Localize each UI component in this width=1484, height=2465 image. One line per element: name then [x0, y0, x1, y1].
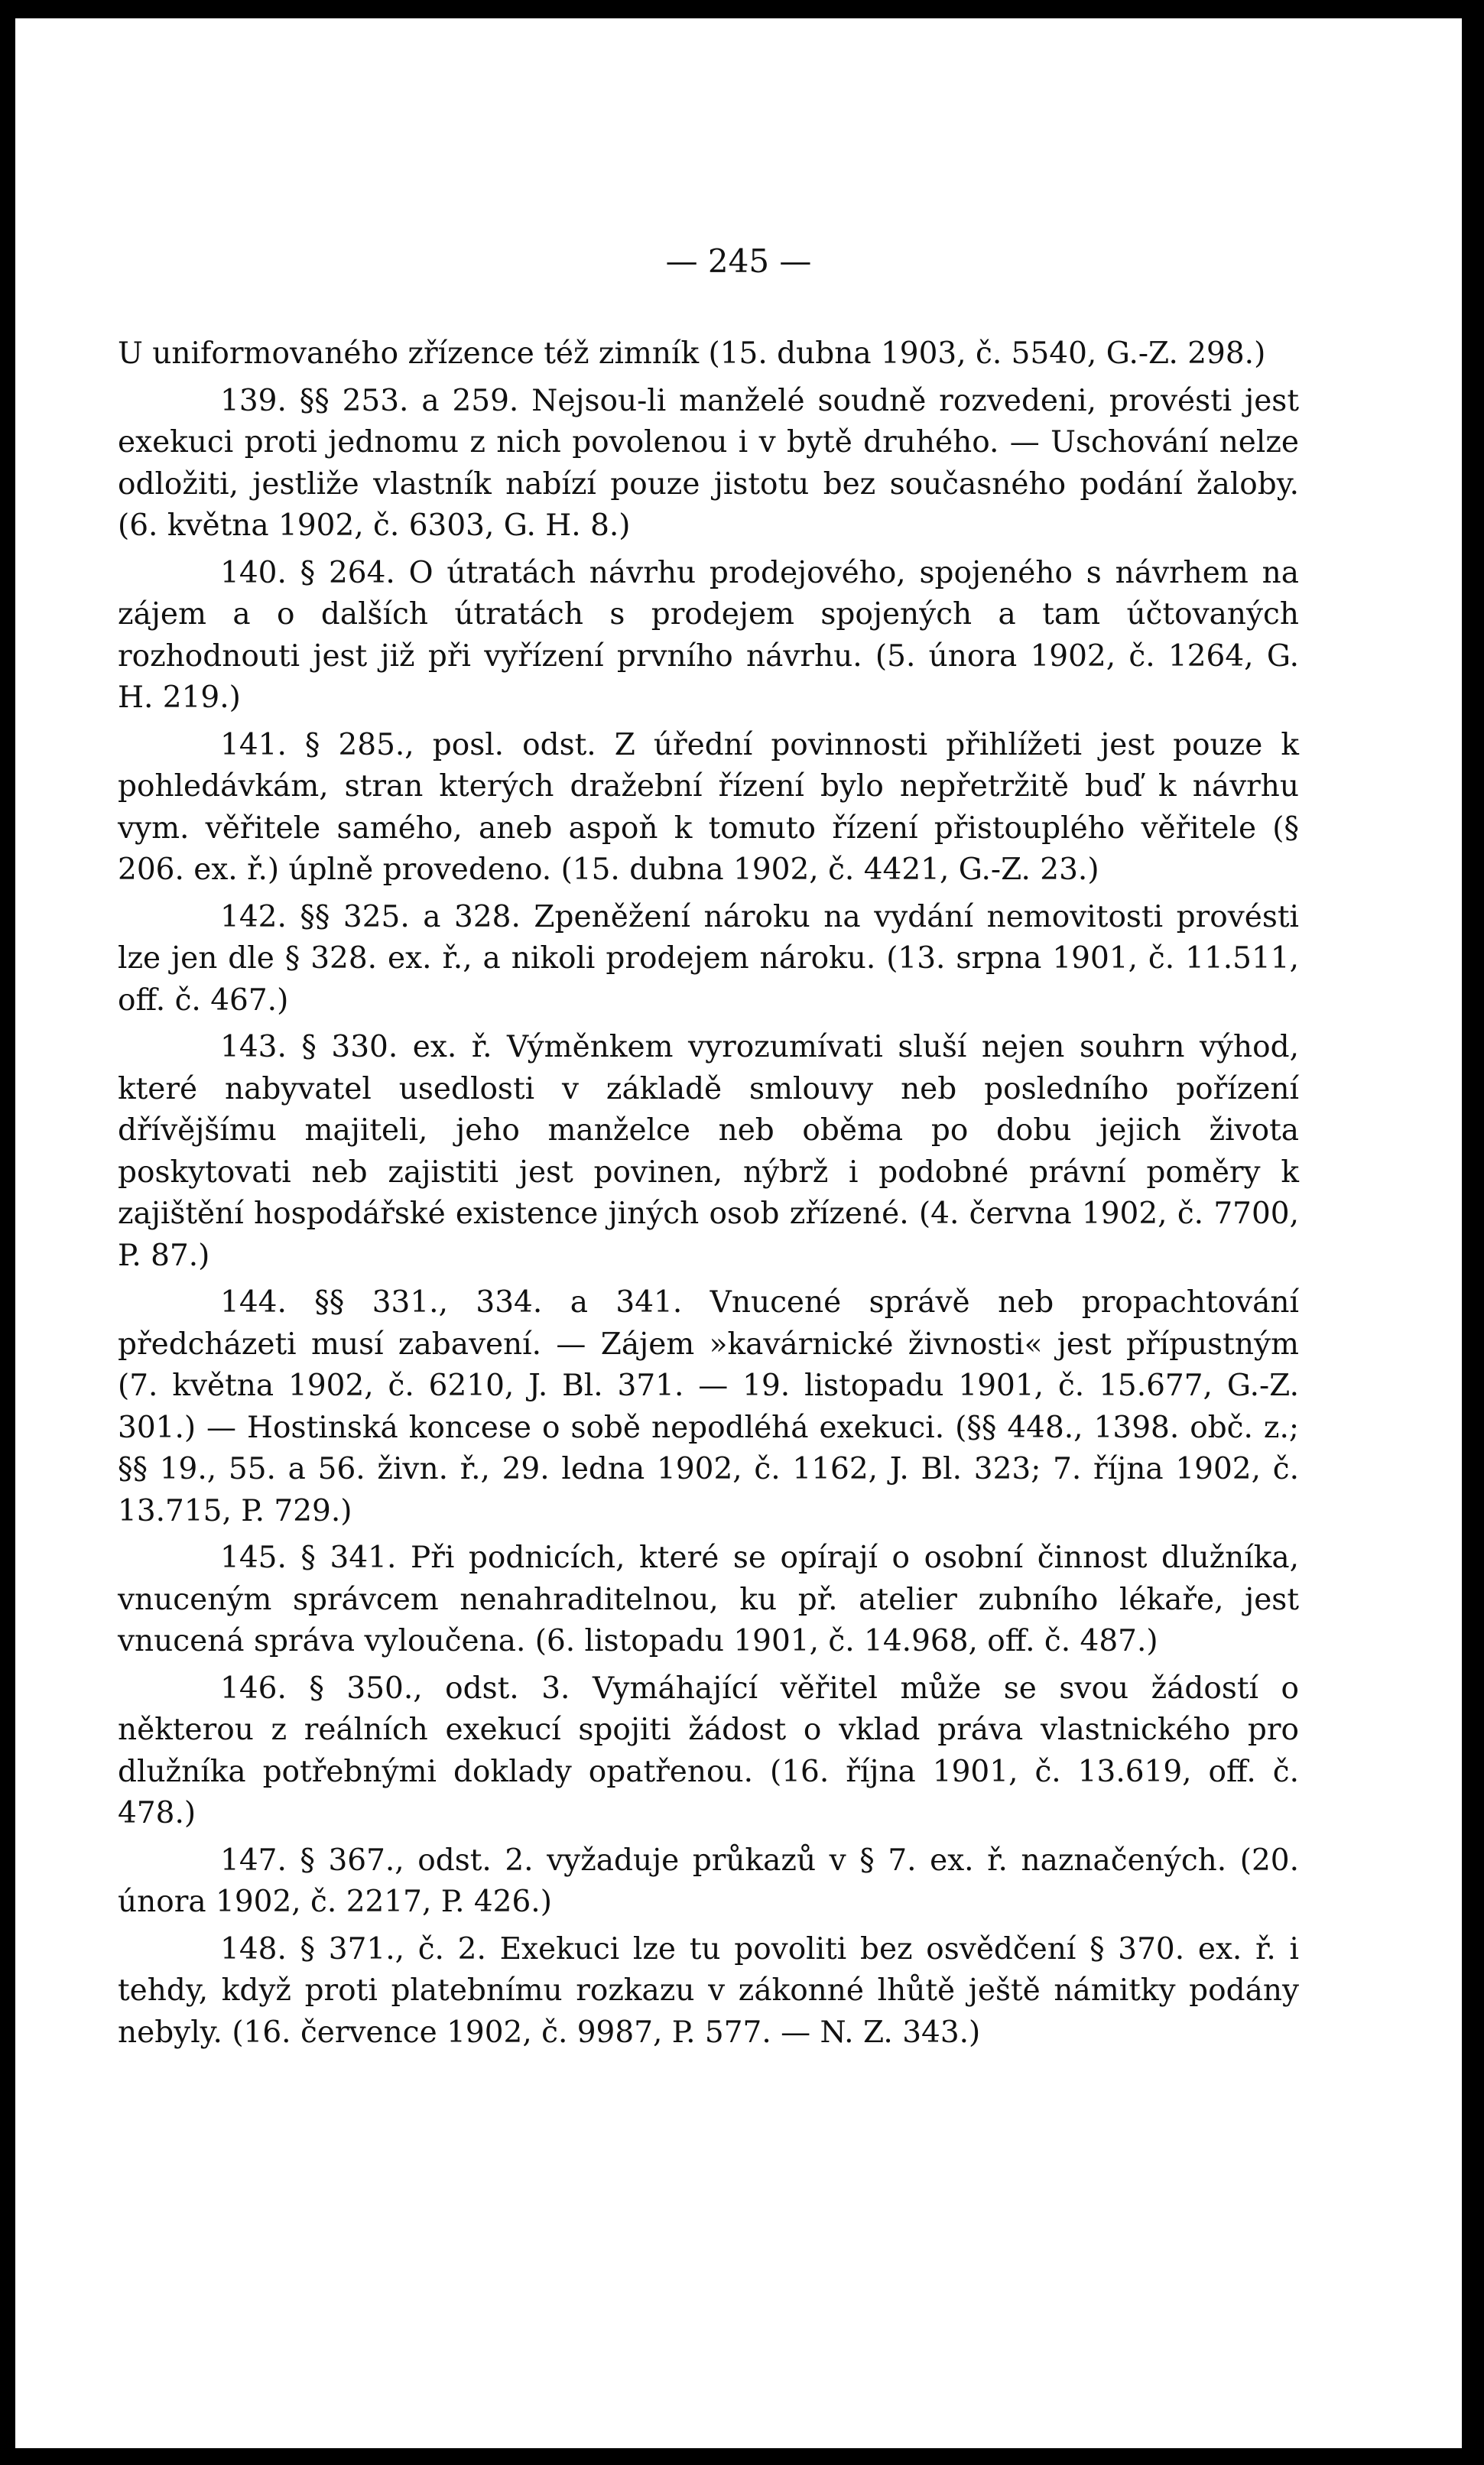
scanned-page [15, 18, 1462, 2448]
paragraph-entry-144: 144. §§ 331., 334. a 341. Vnucené správě neb propachtování předcházeti musí zabavení. — Zájem »kavárnické živnosti« jest přípustným (7. května 1902, č. 6210, J. Bl. 371. — 19. listopadu 1901, č. 15.677, G.-Z. 301.) — Hostinská koncese o sobě nepodléhá exekuci. (§§ 448., 1398. obč. z.; §§ 19., 55. a 56. živn. ř., 29. ledna 1902, č. 1162, J. Bl. 323; 7. října 1902, č. 13.715, P. 729.) [118, 1285, 1299, 1528]
paragraph-entry-140: 140. § 264. O útratách návrhu prodejového, spojeného s návrhem na zájem a o dalších útratách s prodejem spojených a tam účtovaných rozhodnouti jest již při vyřízení prvního návrhu. (5. února 1902, č. 1264, G. H. 219.) [118, 555, 1299, 715]
paragraph-entry-141: 141. § 285., posl. odst. Z úřední povinnosti přihlížeti jest pouze k pohledávkám, stran kterých dražební řízení bylo nepřetržitě buď k návrhu vym. věřitele samého, aneb aspoň k tomuto řízení přistouplého věřitele (§ 206. ex. ř.) úplně provedeno. (15. dubna 1902, č. 4421, G.-Z. 23.) [118, 727, 1299, 887]
paragraph-entry-148: 148. § 371., č. 2. Exekuci lze tu povoliti bez osvědčení § 370. ex. ř. i tehdy, když proti platebnímu rozkazu v zákonné lhůtě ještě námitky podány nebyly. (16. července 1902, č. 9987, P. 577. — N. Z. 343.) [118, 1931, 1299, 2050]
paragraph-entry-145: 145. § 341. Při podnicích, které se opírají o osobní činnost dlužníka, vnuceným správcem nenahraditelnou, ku př. atelier zubního lékaře, jest vnucená správa vyloučena. (6. listopadu 1901, č. 14.968, off. č. 487.) [118, 1541, 1299, 1658]
paragraph-entry-142: 142. §§ 325. a 328. Zpeněžení nároku na vydání nemovitosti provésti lze jen dle § 328. ex. ř., a nikoli prodejem nároku. (13. srpna 1901, č. 11.511, off. č. 467.) [118, 899, 1299, 1018]
paragraph-entry-146: 146. § 350., odst. 3. Vymáhající věřitel může se svou žádostí o některou z reálních exekucí spojiti žádost o vklad práva vlastnického pro dlužníka potřebnými doklady opatřenou. (16. října 1901, č. 13.619, off. č. 478.) [118, 1671, 1299, 1830]
paragraph-continuation: U uniformovaného zřízence též zimník (15. dubna 1903, č. 5540, G.-Z. 298.) [118, 336, 1266, 371]
paragraph-entry-139: 139. §§ 253. a 259. Nejsou-li manželé soudně rozvedeni, provésti jest exekuci proti jednomu z nich povolenou i v bytě druhého. — Uschování nelze odložiti, jestliže vlastník nabízí pouze jistotu bez současného podání žaloby. (6. května 1902, č. 6303, G. H. 8.) [118, 383, 1299, 543]
page-number: — 245 — [665, 242, 812, 280]
body-text [118, 333, 1299, 2059]
paragraph-entry-143: 143. § 330. ex. ř. Výměnkem vyrozumívati sluší nejen souhrn výhod, které nabyvatel usedlosti v základě smlouvy neb posledního pořízení dřívějšímu majiteli, jeho manželce neb oběma po dobu jejich života poskytovati neb zajistiti jest povinen, nýbrž i podobné právní poměry k zajištění hospodářské existence jiných osob zřízené. (4. června 1902, č. 7700, P. 87.) [118, 1030, 1299, 1273]
paragraph-entry-147: 147. § 367., odst. 2. vyžaduje průkazů v § 7. ex. ř. naznačených. (20. února 1902, č. 2217, P. 426.) [118, 1843, 1299, 1919]
